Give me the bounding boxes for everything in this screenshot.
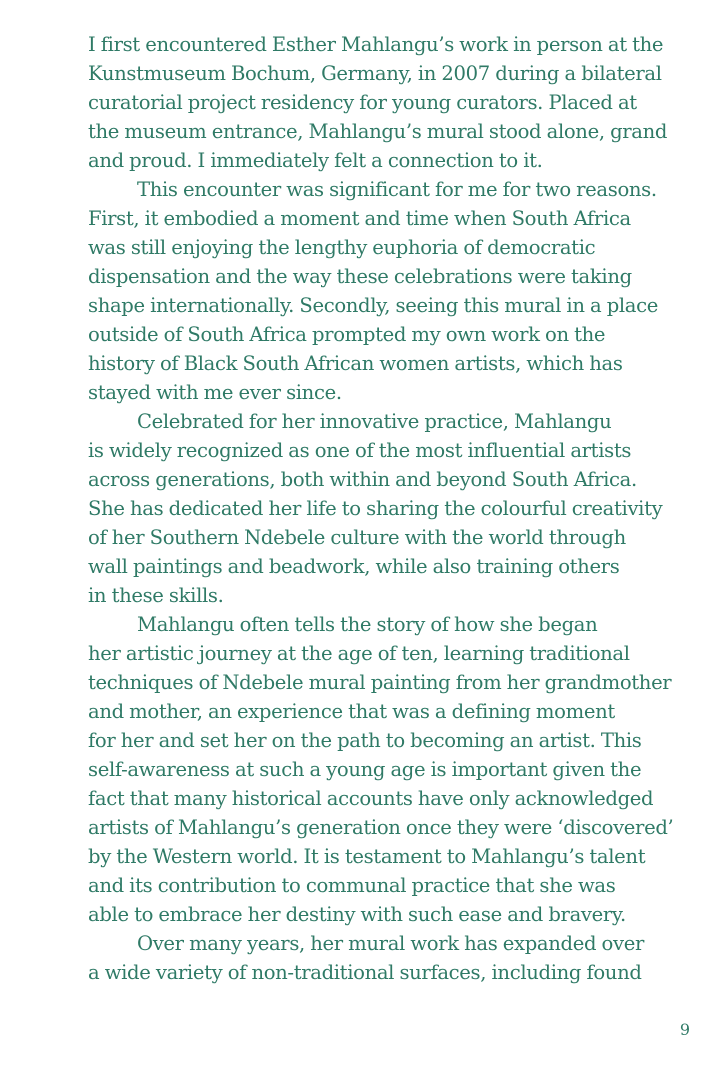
text-line: and its contribution to communal practice that she was: [88, 874, 616, 897]
text-line: techniques of Ndebele mural painting from her grandmother: [88, 671, 672, 694]
text-line: is widely recognized as one of the most influential artists: [88, 439, 632, 462]
paragraph-1: [88, 30, 688, 175]
text-line: Mahlangu often tells the story of how she began: [137, 613, 598, 636]
text-line: for her and set her on the path to becoming an artist. This: [88, 729, 642, 752]
text-line: She has dedicated her life to sharing the colourful creativity: [88, 497, 663, 520]
text-line: her artistic journey at the age of ten, learning traditional: [88, 642, 630, 665]
text-line: outside of South Africa prompted my own work on the: [88, 323, 606, 346]
paragraph-5: [88, 929, 688, 987]
text-line: of her Southern Ndebele culture with the world through: [88, 526, 626, 549]
text-line: across generations, both within and beyond South Africa.: [88, 468, 637, 491]
text-line: curatorial project residency for young curators. Placed at: [88, 91, 637, 114]
text-line: fact that many historical accounts have only acknowledged: [88, 787, 654, 810]
page-number: 9: [679, 1020, 690, 1039]
text-line: a wide variety of non-traditional surfaces, including found: [88, 961, 642, 984]
text-line: dispensation and the way these celebrations were taking: [88, 265, 632, 288]
text-line: I first encountered Esther Mahlangu’s work in person at the: [88, 33, 664, 56]
text-line: stayed with me ever since.: [88, 381, 342, 404]
text-line: wall paintings and beadwork, while also training others: [88, 555, 620, 578]
text-line: self-awareness at such a young age is important given the: [88, 758, 642, 781]
text-line: and mother, an experience that was a defining moment: [88, 700, 615, 723]
text-line: Celebrated for her innovative practice, Mahlangu: [137, 410, 612, 433]
paragraph-2: [88, 175, 688, 407]
text-line: by the Western world. It is testament to Mahlangu’s talent: [88, 845, 646, 868]
text-line: This encounter was significant for me for two reasons.: [137, 178, 657, 201]
paragraph-4: [88, 610, 688, 929]
text-line: Over many years, her mural work has expanded over: [137, 932, 644, 955]
body-text: [88, 30, 688, 987]
text-line: in these skills.: [88, 584, 224, 607]
text-line: the museum entrance, Mahlangu’s mural stood alone, grand: [88, 120, 668, 143]
paragraph-3: [88, 407, 688, 610]
text-line: shape internationally. Secondly, seeing this mural in a place: [88, 294, 659, 317]
text-line: Kunstmuseum Bochum, Germany, in 2007 during a bilateral: [88, 62, 662, 85]
text-line: able to embrace her destiny with such ease and bravery.: [88, 903, 626, 926]
text-line: and proud. I immediately felt a connection to it.: [88, 149, 543, 172]
text-line: First, it embodied a moment and time when South Africa: [88, 207, 631, 230]
text-line: history of Black South African women artists, which has: [88, 352, 623, 375]
text-line: artists of Mahlangu’s generation once they were ‘discovered’: [88, 816, 674, 839]
text-line: was still enjoying the lengthy euphoria of democratic: [88, 236, 596, 259]
